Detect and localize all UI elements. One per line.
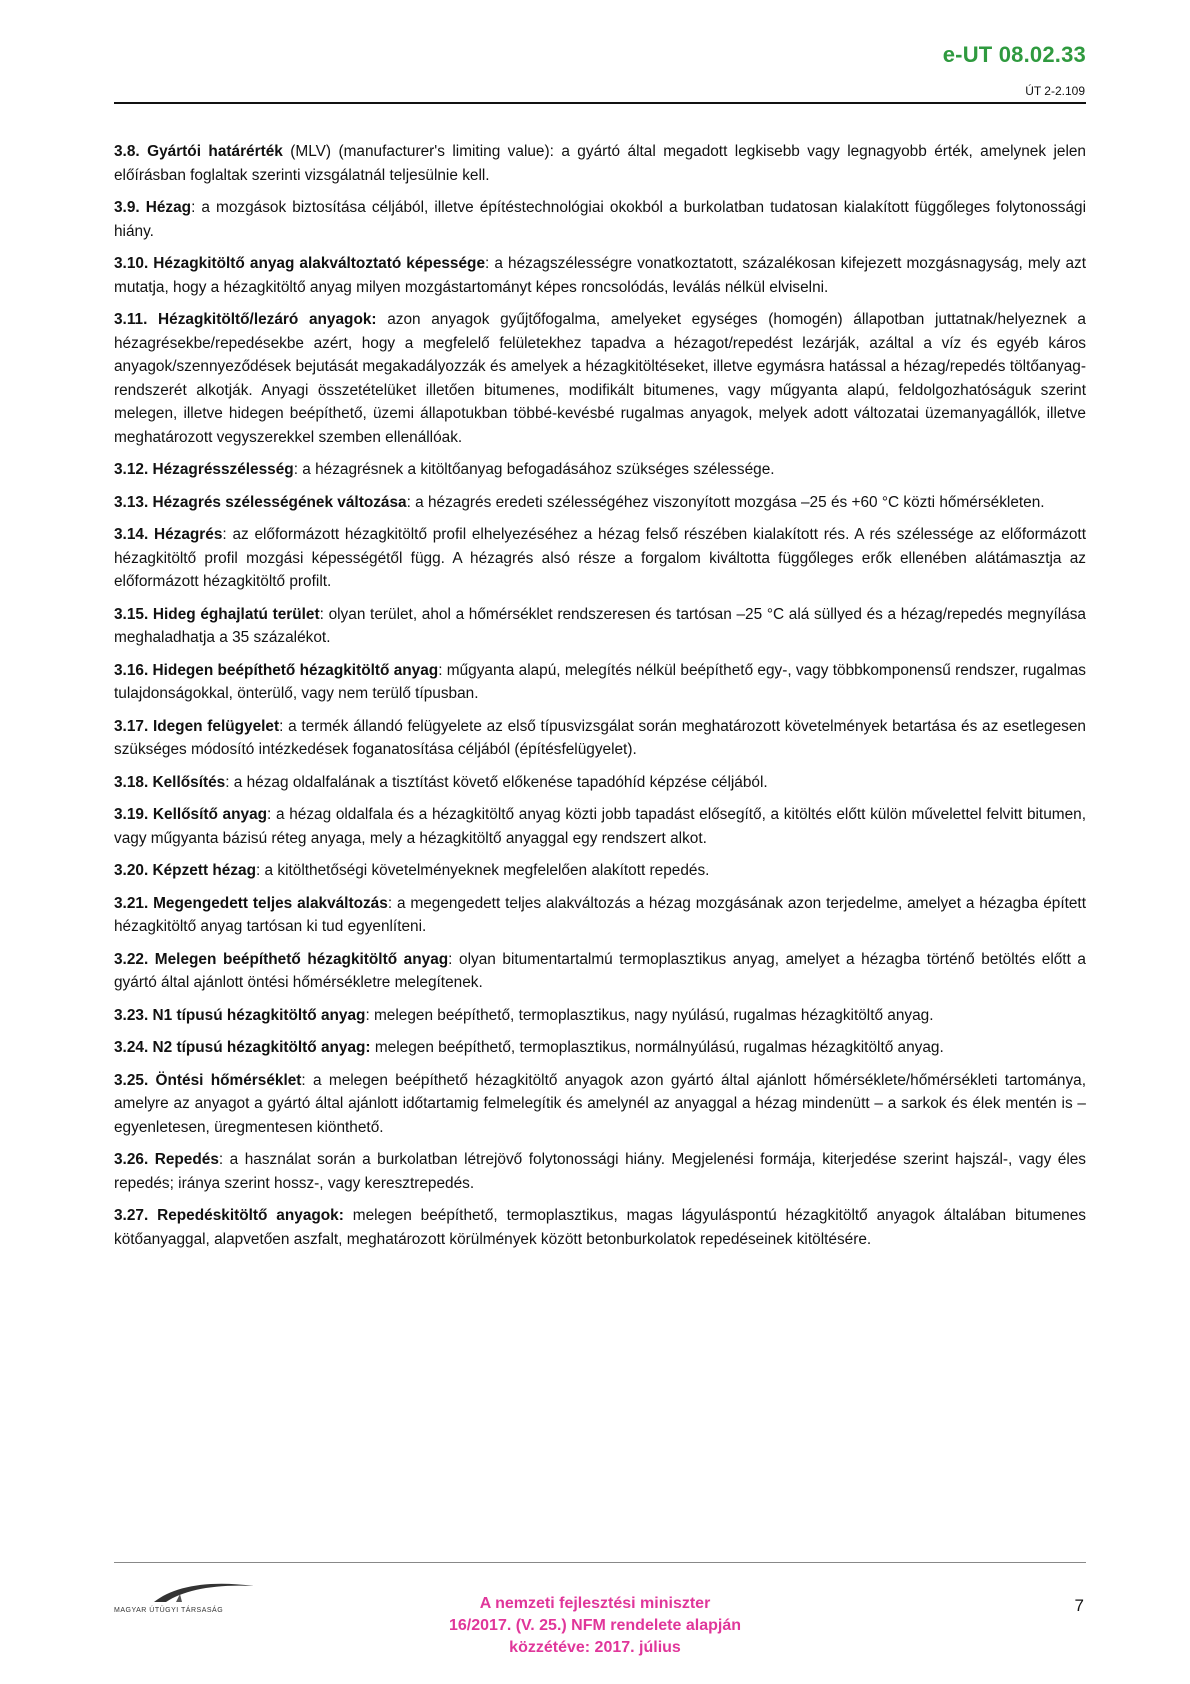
definition-term: 3.18. Kellősítés [114, 773, 226, 791]
definition-term: 3.11. Hézagkitöltő/lezáró anyagok: [114, 311, 377, 328]
publisher-name: MAGYAR ÚTÜGYI TÁRSASÁG [114, 1607, 224, 1614]
document-code: e-UT 08.02.33 [942, 42, 1086, 67]
definition-text: (MLV) (manufacturer's limiting value): a gyártó által megadott legkisebb vagy legnagyobb érték, amelynek jelen előírásban foglaltak szerinti vizsgálatnál teljesülnie kell. [114, 143, 1086, 184]
definition-term: 3.9. Hézag [114, 199, 192, 216]
definition-text: : a mozgások biztosítása céljából, illetve építéstechnológiai okokból a burkolatban tudatosan kialakított függőleges folytonossági hiány. [114, 199, 1087, 240]
definition-text: : a hézagrés eredeti szélességéhez viszonyított mozgása –25 és +60 °C közti hőmérsékleten. [406, 493, 1045, 511]
definition-item [114, 491, 1086, 515]
definition-text: : a melegen beépíthető hézagkitöltő anyagok azon gyártó által ajánlott hőmérséklete/hőmérsékleti tartománya, amelyre az anyagot a gyártó által ajánlott időtartamig felmelegítik és amelynél az anyaggal a hézag mindenütt – a sarkok és élek mentén is – egyenletesen, üregmentesen kiönthető. [114, 1071, 1086, 1136]
definition-item [114, 892, 1086, 939]
definition-item [114, 523, 1086, 594]
definition-text: : műgyanta alapú, melegítés nélkül beépíthető egy-, vagy többkomponensű rendszer, rugalmas tulajdonságokkal, önterülő, vagy nem terülő típusban. [114, 661, 1086, 702]
definition-term: 3.16. Hidegen beépíthető hézagkitöltő anyag [114, 661, 439, 679]
definition-item [114, 458, 1086, 482]
definition-item [114, 659, 1086, 706]
definition-term: 3.24. N2 típusú hézagkitöltő anyag: [114, 1039, 371, 1056]
definition-text: azon anyagok gyűjtőfogalma, amelyeket egységes (homogén) állapotban juttatnak/helyeznek a hézagrésekbe/repedésekbe azért, hogy a megfelelő felületekhez tapadva a hézagot/repedést lezárják, azáltal a víz és egyéb káros anyagok/szennyeződések bejutását megakadályozzák és amelyek a hézagkitöltéseket, illetve egymásra hatással a hézag/repedés töltőanyag-rendszerét alkotják. Anyagi összetételüket illetően bitumenes, modifikált bitumenes, vagy műgyanta alapú, feldolgozhatóságuk szerint melegen, illetve hidegen beépíthető, üzemi állapotukban többé-kevésbé rugalmas anyagok, melyek adott változatai üzemanyagállók, illetve meghatározott vegyszerekkel szemben ellenállóak. [114, 311, 1086, 446]
publication-line-2: 16/2017. (V. 25.) NFM rendelete alapján [449, 1617, 741, 1634]
definition-term: 3.19. Kellősítő anyag [114, 806, 268, 823]
definition-text: : a használat során a burkolatban létrejövő folytonossági hiány. Megjelenési formája, kiterjedése szerint hajszál-, vagy éles repedés; iránya szerint hossz-, vagy keresztrepedés. [114, 1151, 1086, 1192]
definition-text: : a termék állandó felügyelete az első típusvizsgálat során meghatározott követelmények betartása és az esetlegesen szükséges módosító intézkedések foganatosítása céljából (építésfelügyelet). [114, 717, 1086, 758]
definition-term: 3.10. Hézagkitöltő anyag alakváltoztató képessége [114, 255, 486, 272]
definition-term: 3.12. Hézagrésszélesség [114, 461, 294, 478]
definition-item [114, 603, 1086, 650]
definition-text: : a hézag oldalfala és a hézagkitöltő anyag közti jobb tapadást elősegítő, a kitöltés előtt külön művelettel felvitt bitumen, vagy műgyanta bázisú réteg anyaga, mely a hézagkitöltő anyaggal egy rendszert alkot. [114, 806, 1086, 847]
definition-text: : olyan terület, ahol a hőmérséklet rendszeresen és tartósan –25 °C alá süllyed és a hézag/repedés megnyílása meghaladhatja a 35 százalékot. [114, 605, 1086, 646]
definition-text: : olyan bitumentartalmú termoplasztikus anyag, amelyet a hézagba történő betöltés előtt a gyártó által ajánlott öntési hőmérsékletre melegítenek. [114, 950, 1086, 991]
definition-term: 3.25. Öntési hőmérséklet [114, 1071, 302, 1089]
footer-divider [114, 1562, 1086, 1563]
definition-term: 3.26. Repedés [114, 1151, 219, 1168]
definition-text: : melegen beépíthető, termoplasztikus, nagy nyúlású, rugalmas hézagkitöltő anyag. [365, 1006, 934, 1024]
definition-item [114, 1148, 1086, 1195]
publication-line-3: közzétéve: 2017. július [509, 1639, 681, 1656]
definition-text: melegen beépíthető, termoplasztikus, normálnyúlású, rugalmas hézagkitöltő anyag. [370, 1039, 944, 1056]
page-number: 7 [1074, 1596, 1084, 1615]
definition-text: : a hézag oldalfalának a tisztítást követő előkenése tapadóhíd képzése céljából. [225, 773, 768, 791]
definition-item [114, 308, 1086, 449]
definition-text: : a megengedett teljes alakváltozás a hézag mozgásának azon terjedelme, amelyet a hézagba épített hézagkitöltő anyag tartósan ki tud egyenlíteni. [114, 894, 1086, 935]
definition-item [114, 252, 1086, 299]
publication-note [400, 1593, 790, 1659]
definition-item [114, 1036, 1086, 1060]
definition-term: 3.15. Hideg éghajlatú terület [114, 605, 320, 623]
definition-term: 3.22. Melegen beépíthető hézagkitöltő anyag [114, 950, 449, 968]
standard-number: ÚT 2-2.109 [1025, 84, 1085, 98]
definition-text: : az előformázott hézagkitöltő profil elhelyezéséhez a hézag felső részében kialakított rés. A rés szélessége az előformázott hézagkitöltő profil mozgási képességétől függ. A hézagrés alsó része a forgalom kiváltotta függőleges erők ellenében alátámasztja az előformázott hézagkitöltő profilt. [114, 526, 1086, 590]
definition-item [114, 140, 1086, 187]
definition-item [114, 859, 1086, 883]
definition-item [114, 715, 1086, 762]
definition-item [114, 1204, 1086, 1251]
definition-text: melegen beépíthető, termoplasztikus, magas lágyuláspontú hézagkitöltő anyagok általában bitumenes kötőanyaggal, alapvetően aszfalt, meghatározott körülmények között betonburkolatok repedéseinek kitöltésére. [114, 1207, 1087, 1248]
definition-item [114, 771, 1086, 795]
definition-item [114, 1004, 1086, 1028]
definition-text: : a kitölthetőségi követelményeknek megfelelően alakított repedés. [255, 862, 710, 879]
definition-text: : a hézagszélességre vonatkoztatott, százalékosan kifejezett mozgásnagyság, mely azt mutatja, hogy a hézagkitöltő anyag milyen mozgástartományt képes roncsolódás, leválás nélkül elviselni. [114, 255, 1086, 296]
definition-term: 3.27. Repedéskitöltő anyagok: [114, 1207, 344, 1224]
definition-term: 3.14. Hézagrés [114, 526, 223, 543]
definition-term: 3.23. N1 típusú hézagkitöltő anyag [114, 1006, 366, 1024]
publisher-logo [114, 1578, 264, 1614]
definition-term: 3.8. Gyártói határérték [114, 143, 283, 160]
definitions-list [114, 140, 1086, 1260]
definition-term: 3.17. Idegen felügyelet [114, 717, 280, 735]
publication-line-1: A nemzeti fejlesztési miniszter [479, 1595, 711, 1612]
definition-item [114, 948, 1086, 995]
definition-text: : a hézagrésnek a kitöltőanyag befogadásához szükséges szélessége. [293, 461, 775, 478]
header-divider [114, 102, 1086, 104]
road-swoosh-icon [114, 1578, 264, 1606]
definition-term: 3.21. Megengedett teljes alakváltozás [114, 894, 388, 912]
definition-item [114, 196, 1086, 243]
definition-item [114, 1069, 1086, 1140]
definition-item [114, 803, 1086, 850]
definition-term: 3.20. Képzett hézag [114, 862, 256, 879]
definition-term: 3.13. Hézagrés szélességének változása [114, 493, 407, 511]
